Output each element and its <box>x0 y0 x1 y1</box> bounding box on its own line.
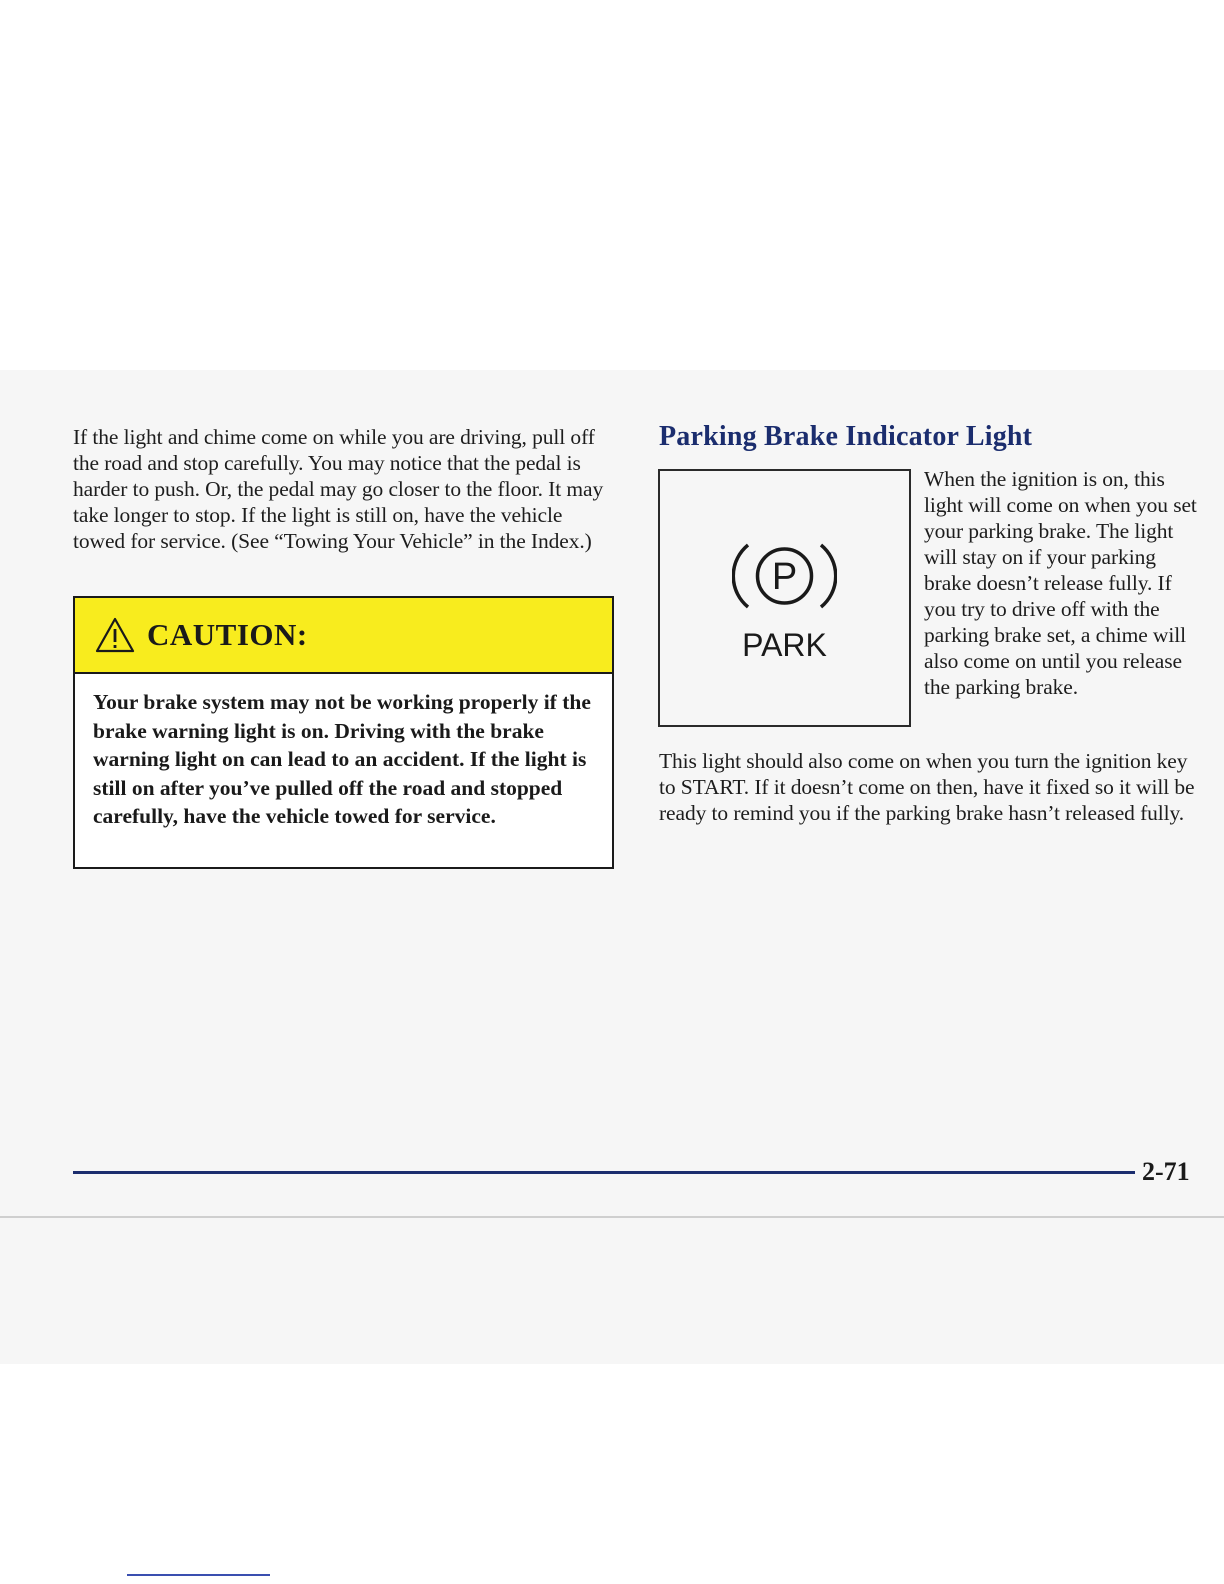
caution-box <box>73 596 614 869</box>
intro-paragraph: If the light and chime come on while you are driving, pull off the road and stop carefully. You may notice that the pedal is harder to push. Or, the pedal may go closer to the floor. It may take longer to stop. If the light is still on, have the vehicle towed for service. (See “Towing Your Vehicle” in the Index.) <box>73 425 604 553</box>
parking-brake-symbol: P <box>771 556 798 598</box>
section-title: Parking Brake Indicator Light <box>659 421 1033 452</box>
warning-triangle-icon <box>95 617 135 653</box>
caution-header <box>75 598 612 674</box>
parking-brake-icon <box>732 539 837 613</box>
left-column <box>73 424 618 554</box>
band-divider <box>0 1216 1224 1218</box>
caution-text: Your brake system may not be working properly if the brake warning light is on. Driving with the brake warning light on can lead to an accident. If the light is still on after you’ve pulled off the road and stopped carefully, have the vehicle towed for service. <box>93 690 591 828</box>
lower-paragraph: This light should also come on when you turn the ignition key to START. If it doesn’t come on then, have it fixed so it will be ready to remind you if the parking brake hasn’t released fully. <box>659 749 1195 825</box>
parking-brake-figure <box>658 469 911 727</box>
bottom-link-underline <box>127 1574 270 1576</box>
figure-side-paragraph: When the ignition is on, this light will come on when you set your parking brake. The light will stay on if your parking brake doesn’t release fully. If you try to drive off with the parking brake set, a chime will also come on until you release the parking brake. <box>924 467 1197 699</box>
page-number: 2-71 <box>1142 1157 1190 1186</box>
park-label: PARK <box>742 627 827 663</box>
footer-rule <box>73 1171 1135 1174</box>
caution-title: CAUTION: <box>147 617 308 652</box>
